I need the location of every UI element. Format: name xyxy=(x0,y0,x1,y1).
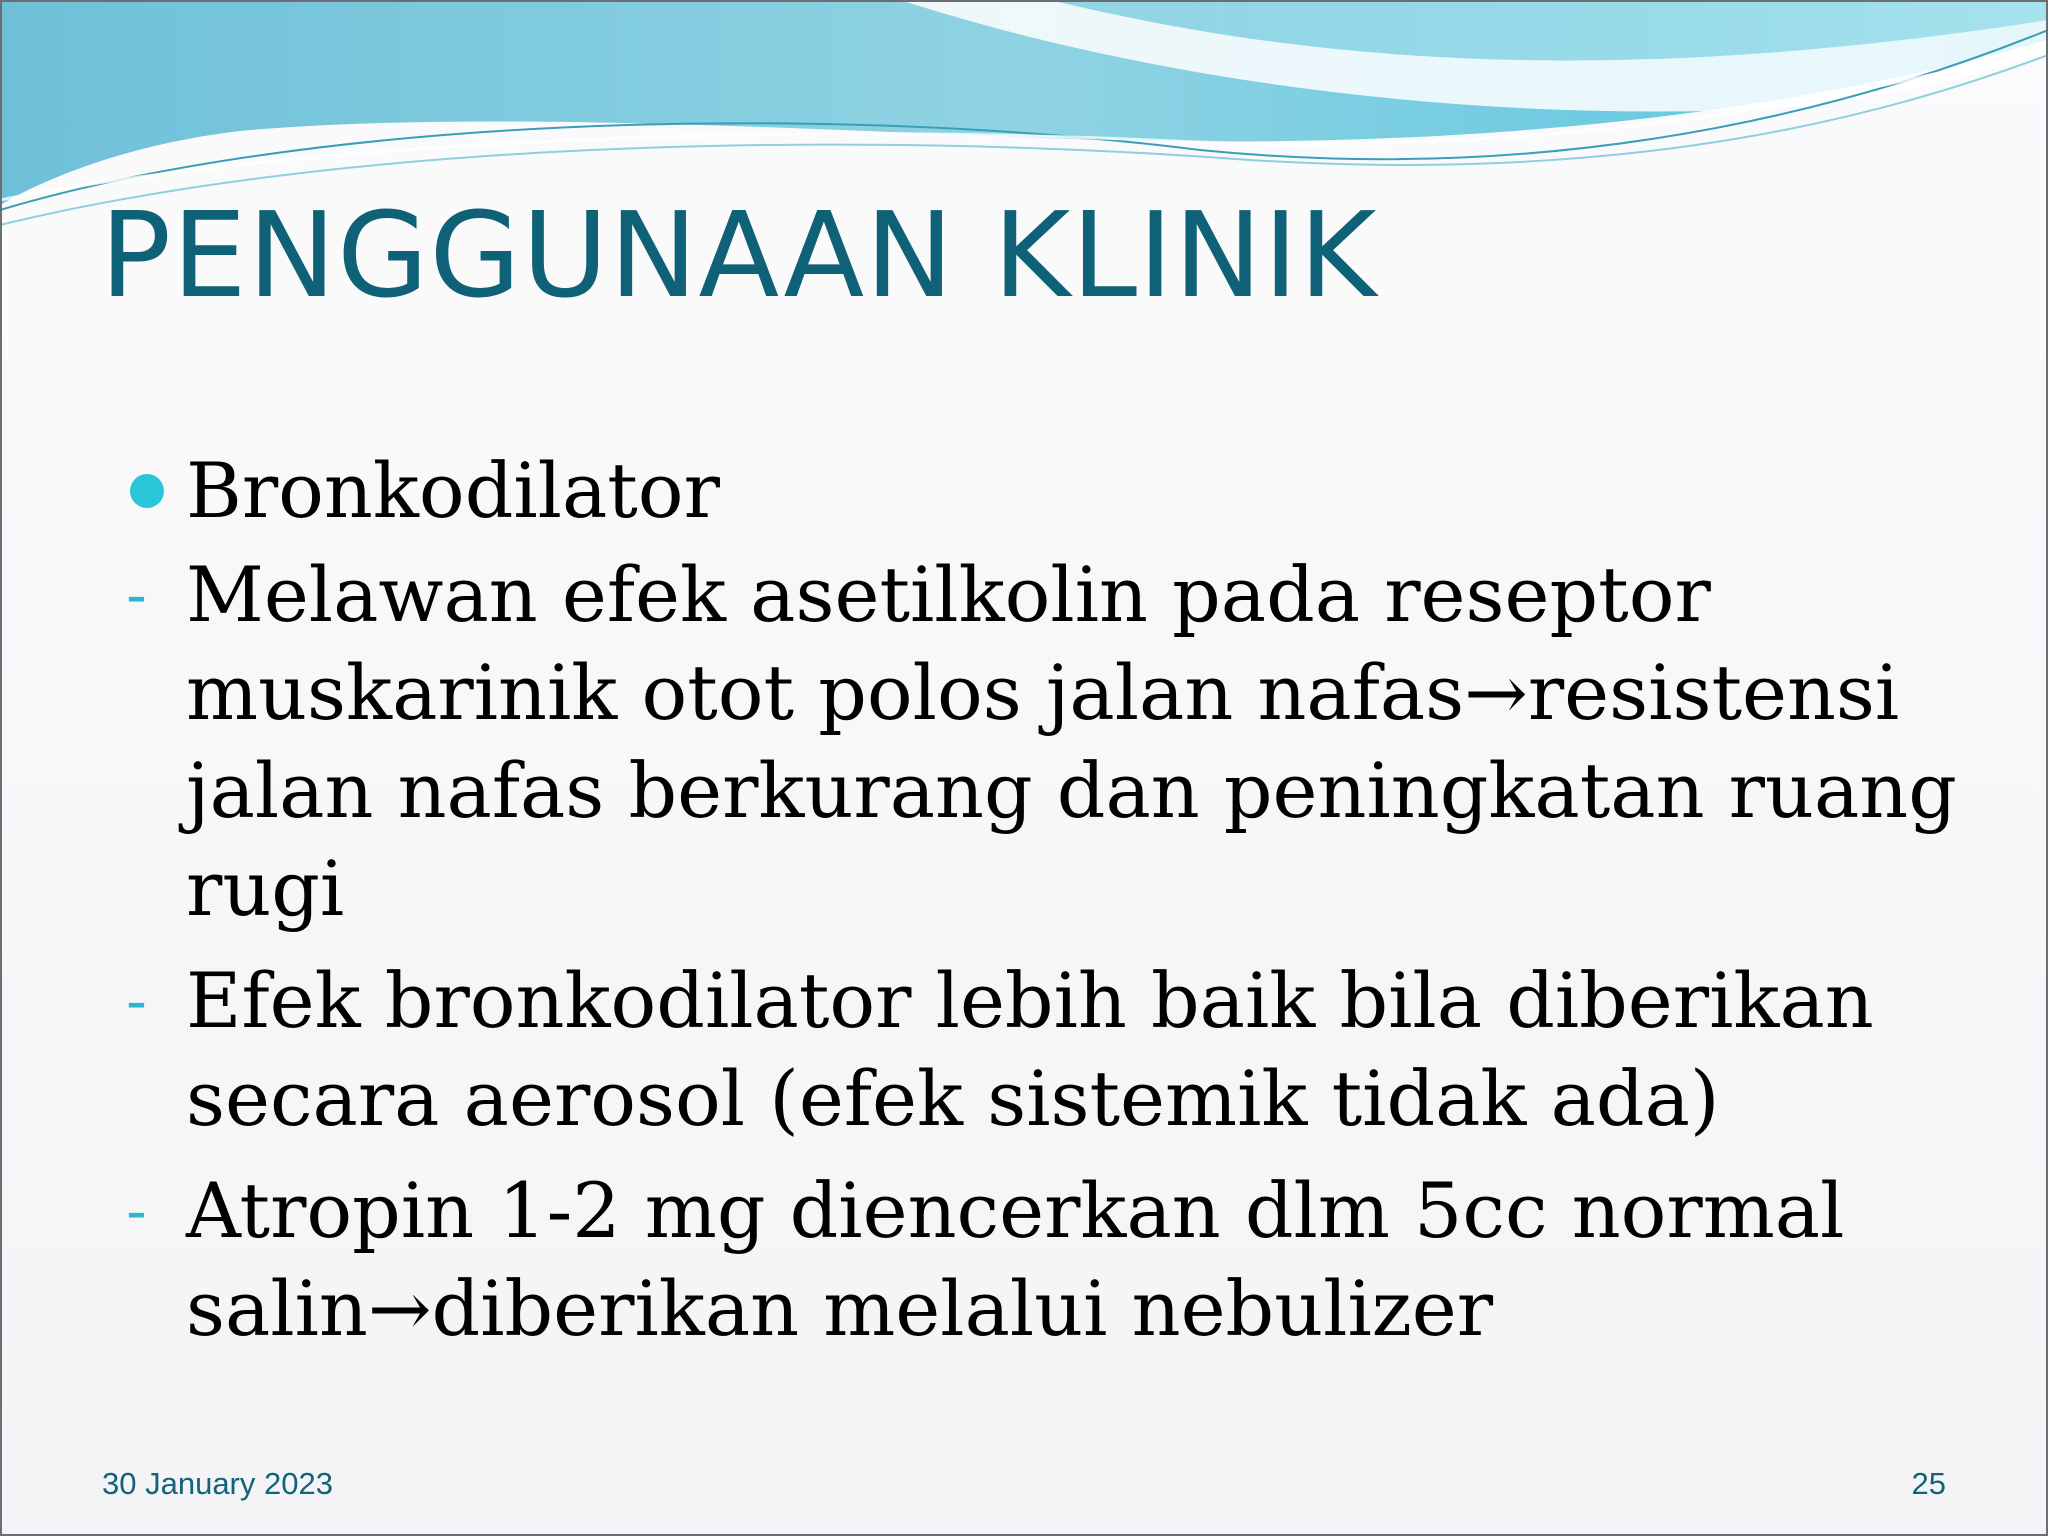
list-item-mechanism xyxy=(124,546,1984,938)
bullet-dot-icon xyxy=(130,474,164,508)
list-item-bronkodilator xyxy=(124,442,1984,540)
list-item-text: Melawan efek asetilkolin pada reseptor muskarinik otot polos jalan nafas→resistensi jalan nafas berkurang dan peningkatan ruang rugi xyxy=(186,550,1957,933)
list-item-text: Atropin 1-2 mg diencerkan dlm 5cc normal salin→diberikan melalui nebulizer xyxy=(186,1166,1845,1353)
slide-title: PENGGUNAAN KLINIK xyxy=(100,186,1378,324)
list-item-aerosol xyxy=(124,952,1984,1148)
list-item-text: Efek bronkodilator lebih baik bila diberikan secara aerosol (efek sistemik tidak ada) xyxy=(186,956,1874,1143)
list-item-text: Bronkodilator xyxy=(186,446,720,535)
dash-marker: - xyxy=(126,967,147,1035)
footer-date: 30 January 2023 xyxy=(102,1466,333,1501)
bullet-list xyxy=(124,442,1984,1358)
page-number: 25 xyxy=(1911,1466,1946,1501)
dash-marker: - xyxy=(126,1177,147,1245)
list-item-dosage xyxy=(124,1162,1984,1358)
dash-marker: - xyxy=(126,561,147,629)
